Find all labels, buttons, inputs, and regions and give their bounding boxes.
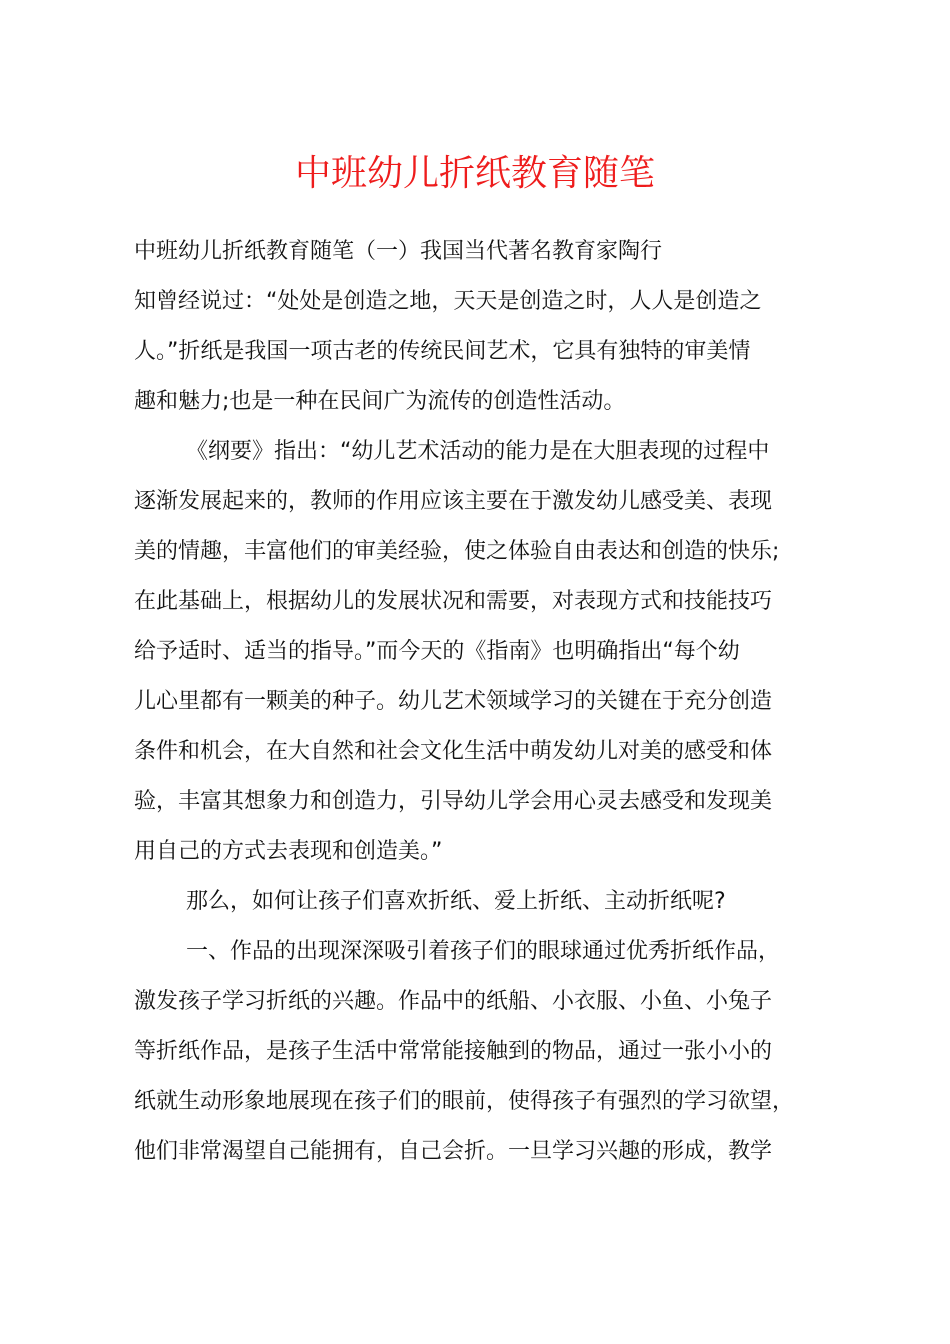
body-line: 知曾经说过：“处处是创造之地，天天是创造之时，人人是创造之	[134, 289, 762, 314]
document-title: 中班幼儿折纸教育随笔	[294, 153, 655, 194]
body-line: 儿心里都有一颗美的种子。幼儿艺术领域学习的关键在于充分创造	[134, 689, 773, 714]
body-line: 逐渐发展起来的，教师的作用应该主要在于激发幼儿感受美、表现	[134, 489, 773, 514]
body-line: 人。”折纸是我国一项古老的传统民间艺术，它具有独特的审美情	[134, 339, 751, 364]
body-line: 给予适时、适当的指导。”而今天的《指南》也明确指出“每个幼	[134, 639, 740, 664]
body-line: 趣和魅力;也是一种在民间广为流传的创造性活动。	[134, 389, 626, 414]
body-line: 美的情趣，丰富他们的审美经验，使之体验自由表达和创造的快乐;	[134, 539, 780, 564]
body-line: 条件和机会，在大自然和社会文化生活中萌发幼儿对美的感受和体	[134, 739, 773, 764]
body-line: 等折纸作品，是孩子生活中常常能接触到的物品，通过一张小小的	[134, 1039, 773, 1064]
body-line: 那么，如何让孩子们喜欢折纸、爱上折纸、主动折纸呢?	[186, 889, 726, 914]
body-line: 一、作品的出现深深吸引着孩子们的眼球通过优秀折纸作品，	[186, 939, 781, 964]
body-line: 在此基础上，根据幼儿的发展状况和需要，对表现方式和技能技巧	[134, 589, 773, 614]
body-line: 用自己的方式去表现和创造美。”	[134, 839, 443, 864]
body-line: 验，丰富其想象力和创造力，引导幼儿学会用心灵去感受和发现美	[134, 789, 773, 814]
body-line: 激发孩子学习折纸的兴趣。作品中的纸船、小衣服、小鱼、小兔子	[134, 989, 773, 1014]
body-line: 纸就生动形象地展现在孩子们的眼前，使得孩子有强烈的学习欲望，	[134, 1089, 795, 1114]
body-line: 他们非常渴望自己能拥有，自己会折。一旦学习兴趣的形成，教学	[134, 1139, 773, 1164]
body-line: 中班幼儿折纸教育随笔（一）我国当代著名教育家陶行	[134, 239, 663, 264]
body-line: 《纲要》指出：“幼儿艺术活动的能力是在大胆表现的过程中	[186, 439, 770, 464]
